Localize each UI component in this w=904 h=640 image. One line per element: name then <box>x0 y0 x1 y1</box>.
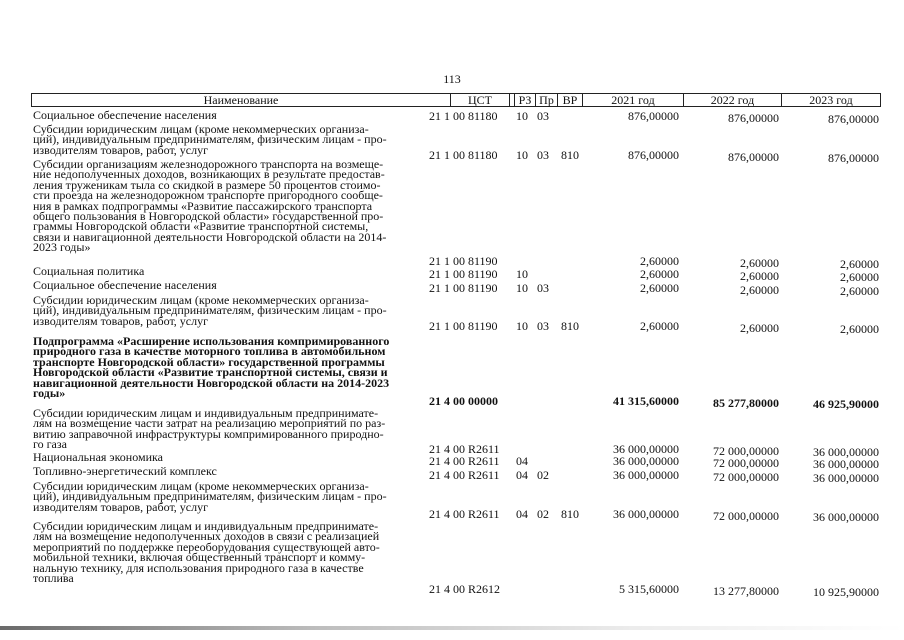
row-cst: 21 1 00 81190 <box>429 319 498 333</box>
row-2022: 72 000,00000 <box>713 456 779 470</box>
row-name: Субсидии юридическим лицам (кроме некоммерческих организа- ций), индивидуальным предпринимателям, физическим лицам - про- изводителям товаров, работ, услуг <box>33 293 387 328</box>
row-name: Подпрограмма «Расширение использования компримированного природного газа в качестве моторного топлива в автомобильном транспорте Новгородской области» государственной программы Новгородской области «Развитие транспортной системы, связи и навигационной деятельности Новгородской области на 2014-2023 годы» <box>33 334 390 401</box>
row-rz: 10 <box>516 281 528 295</box>
row-2021: 876,00000 <box>628 148 679 162</box>
row-2023: 46 925,90000 <box>813 397 879 411</box>
row-cst: 21 1 00 81190 <box>429 281 498 295</box>
row-2021: 2,60000 <box>640 267 679 281</box>
row-2022: 72 000,00000 <box>713 470 779 484</box>
row-2021: 2,60000 <box>640 254 679 268</box>
row-name: Социальное обеспечение населения <box>33 108 217 122</box>
row-2022: 72 000,00000 <box>713 509 779 523</box>
row-cst: 21 4 00 R2611 <box>429 442 500 456</box>
row-cst: 21 4 00 R2611 <box>429 454 500 468</box>
row-pr: 03 <box>537 148 549 162</box>
row-pr: 02 <box>537 468 549 482</box>
row-cst: 21 1 00 81190 <box>429 254 498 268</box>
row-pr: 03 <box>537 319 549 333</box>
row-2023: 10 925,90000 <box>813 585 879 599</box>
row-name: Субсидии юридическим лицам и индивидуальным предпринимате- лям на возмещение части затрат на реализацию мероприятий по раз- витию заправочной инфраструктуры компримированного природно- го газа <box>33 406 386 452</box>
row-2021: 2,60000 <box>640 319 679 333</box>
row-2023: 36 000,00000 <box>813 510 879 524</box>
row-2022: 13 277,80000 <box>713 584 779 598</box>
row-rz: 10 <box>516 109 528 123</box>
row-vr: 810 <box>561 507 579 521</box>
header-rz: РЗ <box>514 93 536 107</box>
row-2022: 85 277,80000 <box>713 396 779 410</box>
row-name: Социальная политика <box>33 264 145 278</box>
row-2023: 876,00000 <box>828 112 879 126</box>
row-vr: 810 <box>561 319 579 333</box>
row-2023: 2,60000 <box>840 284 879 298</box>
page-number: 113 <box>443 72 461 86</box>
row-2022: 876,00000 <box>728 150 779 164</box>
row-2022: 2,60000 <box>740 269 779 283</box>
row-2021: 5 315,60000 <box>619 582 679 596</box>
row-2023: 2,60000 <box>840 322 879 336</box>
row-cst: 21 1 00 81190 <box>429 267 498 281</box>
row-cst: 21 1 00 81180 <box>429 148 498 162</box>
header-vr: ВР <box>557 93 583 107</box>
row-vr: 810 <box>561 148 579 162</box>
header-pr: Пр <box>535 93 558 107</box>
row-2023: 2,60000 <box>840 257 879 271</box>
row-name: Субсидии организациям железнодорожного транспорта на возмеще- ние недополученных доходов, возникающих в результате предостав- ления труженикам тыла со скидкой в размере 50 процентов стоимо- сти проезда на железнодорожном транспорте пригородного сообще- ния в рамках подпрограммы «Развитие пассажирского транспорта общего пользования в Новгородской области» государственной про- граммы Новгородской области «Развитие транспортной системы, связи и навигационной деятельности Новгородской области на 2014- 2023 годы» <box>33 157 387 255</box>
header-2021: 2021 год <box>582 93 684 107</box>
row-2023: 36 000,00000 <box>813 457 879 471</box>
row-cst: 21 1 00 81180 <box>429 109 498 123</box>
row-2022: 2,60000 <box>740 283 779 297</box>
row-2022: 2,60000 <box>740 321 779 335</box>
scan-edge <box>0 626 904 630</box>
row-2022: 876,00000 <box>728 111 779 125</box>
row-2022: 2,60000 <box>740 256 779 270</box>
row-rz: 10 <box>516 319 528 333</box>
row-name: Социальное обеспечение населения <box>33 278 217 292</box>
row-rz: 04 <box>516 507 528 521</box>
row-pr: 03 <box>537 109 549 123</box>
header-2023: 2023 год <box>781 93 881 107</box>
row-2023: 876,00000 <box>828 151 879 165</box>
row-name: Национальная экономика <box>33 450 163 464</box>
row-2021: 876,00000 <box>628 109 679 123</box>
row-2022: 72 000,00000 <box>713 444 779 458</box>
row-cst: 21 4 00 00000 <box>429 394 498 408</box>
header-cst: ЦСТ <box>450 93 510 107</box>
row-pr: 03 <box>537 281 549 295</box>
row-cst: 21 4 00 R2612 <box>429 582 501 596</box>
row-name: Субсидии юридическим лицам (кроме некоммерческих организа- ций), индивидуальным предпринимателям, физическим лицам - про- изводителям товаров, работ, услуг <box>33 479 387 514</box>
row-name: Субсидии юридическим лицам (кроме некоммерческих организа- ций), индивидуальным предпринимателям, физическим лицам - про- изводителям товаров, работ, услуг <box>33 122 387 157</box>
row-2023: 36 000,00000 <box>813 445 879 459</box>
row-rz: 10 <box>516 267 528 281</box>
row-pr: 02 <box>537 507 549 521</box>
row-2021: 36 000,00000 <box>613 454 679 468</box>
row-cst: 21 4 00 R2611 <box>429 468 500 482</box>
row-2021: 36 000,00000 <box>613 507 679 521</box>
row-cst: 21 4 00 R2611 <box>429 507 500 521</box>
row-name: Топливно-энергетический комплекс <box>33 464 217 478</box>
row-rz: 04 <box>516 468 528 482</box>
row-rz: 04 <box>516 454 528 468</box>
row-2021: 41 315,60000 <box>613 394 679 408</box>
row-rz: 10 <box>516 148 528 162</box>
row-2021: 2,60000 <box>640 281 679 295</box>
row-2021: 36 000,00000 <box>613 442 679 456</box>
row-2021: 36 000,00000 <box>613 468 679 482</box>
header-name: Наименование <box>31 93 451 107</box>
header-2022: 2022 год <box>683 93 782 107</box>
row-name: Субсидии юридическим лицам и индивидуальным предпринимате- лям на возмещение недополученных доходов в связи с реализацией мероприятий по поддержке переоборудования существующей авто- мобильной техники, включая общественный транспорт и комму- нальную технику, для использования природного газа в качестве топлива <box>33 519 380 586</box>
row-2023: 2,60000 <box>840 270 879 284</box>
row-2023: 36 000,00000 <box>813 471 879 485</box>
